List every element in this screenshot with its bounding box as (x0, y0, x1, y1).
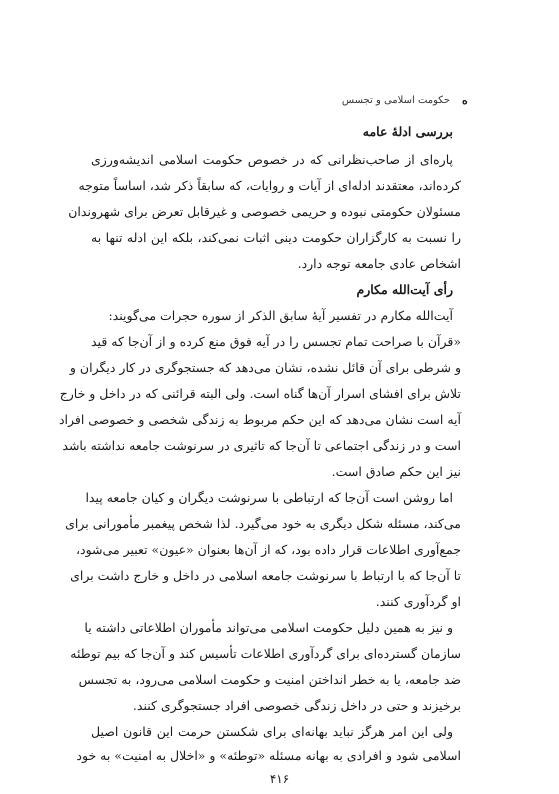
text-line: اما روشن است آن‌جا که ارتباطی با سرنوشت دیگران و کیان جامعه پیدا (85, 490, 453, 505)
text-line: سازمان گسترده‌ای برای گردآوری اطلاعات تأسیس کند و آن‌جا که بیم توطئه (70, 646, 461, 661)
section-heading: رأی آیت‌الله مکارم (356, 282, 453, 297)
text-line: پاره‌ای از صاحب‌نظرانی که در خصوص حکومت اسلامی اندیشه‌ورزی (91, 152, 453, 167)
quote-line: آیه است نشان می‌دهد که این حکم مربوط به زندگی شخصی و خصوصی افراد (58, 412, 461, 427)
text-line: اشخاص عادی جامعه توجه دارد. (297, 256, 461, 271)
text-line: کرده‌اند، معتقدند ادله‌ای از آیات و روایات، که سابقاً ذکر شد، اساساً متوجه (78, 178, 461, 193)
page-number: ۴۱۶ (269, 772, 290, 786)
quote-line: و شرطی برای آن قائل نشده، نشان می‌دهد که جستجوگری در کار دیگران و (69, 360, 461, 375)
section-heading: بررسی ادلهٔ عامه (362, 124, 453, 139)
text-line: می‌کند، مسئله شکل دیگری به خود می‌گیرد. لذا شخص پیغمبر مأمورانی برای (65, 516, 461, 531)
text-line: تا آن‌جا که با ارتباط با سرنوشت جامعه اسلامی در داخل و خارج داشت برای (70, 568, 461, 583)
text-line: جمع‌آوری اطلاعات قرار داده بود، که از آن‌ها بعنوان «عیون» تعبیر می‌شود، (76, 542, 461, 557)
text-line: ضد جامعه، یا به خطر انداختن امنیت و حکومت اسلامی می‌رود، به تجسس (78, 672, 461, 687)
quote-line: نیز این حکم صادق است. (331, 464, 461, 479)
running-head: حکومت اسلامی و تجسس (341, 95, 450, 106)
text-line: مسئولان حکومتی نبوده و حریمی خصوصی و غیرقابل تعرض برای شهروندان (68, 204, 461, 219)
text-line: اسلامی شود و افرادی به بهانه مسئله «توطئه» و «اخلال به امنیت» به خود (76, 748, 461, 763)
text-line: را نسبت به کارگزاران حکومت دینی اثبات نمی‌کند، بلکه این ادله تنها به (91, 230, 461, 245)
text-line: و نیز به همین دلیل حکومت اسلامی می‌تواند مأموران اطلاعاتی داشته یا (84, 620, 453, 635)
text-line: آیت‌الله مکارم در تفسیر آیهٔ سابق الذکر از سوره حجرات می‌گویند: (108, 308, 453, 323)
text-line: او گردآوری کنند. (375, 594, 461, 609)
quote-line: تلاش برای افشای اسرار آن‌ها گناه است. ولی البته قرائنی که در داخل و خارج (59, 386, 461, 401)
folio-mark: ه (462, 94, 468, 107)
quote-line: «قرآن با صراحت تمام تجسس را در آیه فوق منع کرده و از آن‌جا که قید (91, 334, 461, 349)
text-line: ولی این امر هرگز نباید بهانه‌ای برای شکستن حرمت این قانون اصیل (91, 724, 453, 739)
quote-line: است و در زندگی اجتماعی تا آن‌جا که تاثیری در سرنوشت جامعه نداشته باشد (62, 438, 461, 453)
text-line: برخیزند و حتی در داخل زندگی خصوصی افراد جستجوگری کنند. (132, 698, 461, 713)
